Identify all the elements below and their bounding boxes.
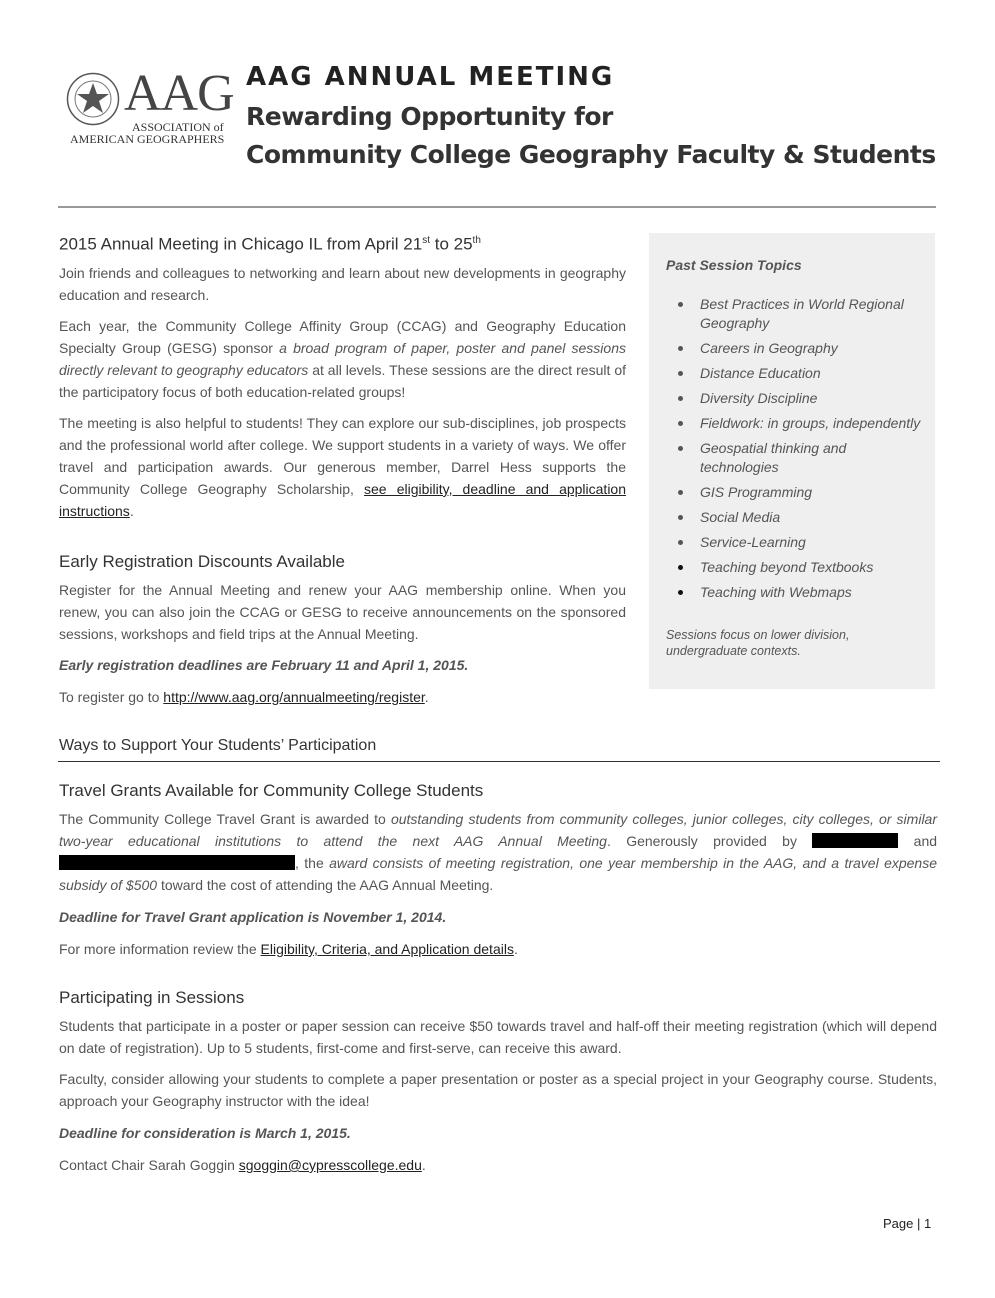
scholarship-link[interactable]: see eligibility, deadline and application instructions xyxy=(59,480,627,519)
bullet-icon xyxy=(678,396,683,401)
participation-paragraph: Students that participate in a poster or paper session can receive $50 towards travel and half-off their meeting registration (which will depend on date of registration). Up to 5 students, first-come and first-serve, can receive this award. xyxy=(59,1018,937,1056)
contact-line: Contact Chair Sarah Goggin sgoggin@cypresscollege.edu. xyxy=(59,1157,426,1173)
registration-deadline: Early registration deadlines are February 11 and April 1, 2015. xyxy=(59,657,469,673)
page-title: AAG ANNUAL MEETING xyxy=(246,62,615,92)
participating-section xyxy=(59,987,937,1176)
logo-association-line: ASSOCIATION of xyxy=(132,120,224,134)
sponsor-paragraph: Each year, the Community College Affinity Group (CCAG) and Geography Education Specialty Group (GESG) sponsor a broad program of paper, poster and panel sessions directly relevant to geography educators at all levels. These sessions are the direct result of the participatory focus of both education-related groups! xyxy=(59,317,626,400)
bullet-icon xyxy=(678,446,683,451)
redacted-name xyxy=(812,833,898,848)
topic-list xyxy=(666,295,926,608)
register-link[interactable]: http://www.aag.org/annualmeeting/register xyxy=(163,689,425,705)
subtitle-line-2: Community College Geography Faculty & Students xyxy=(246,140,936,169)
bullet-icon xyxy=(678,565,683,570)
contact-email-link[interactable]: sgoggin@cypresscollege.edu xyxy=(238,1157,422,1173)
participating-heading: Participating in Sessions xyxy=(59,988,245,1007)
page-subtitle xyxy=(246,98,936,174)
list-item: Social Media xyxy=(666,508,926,527)
bullet-icon xyxy=(678,421,683,426)
list-item: Best Practices in World Regional Geography xyxy=(666,295,926,333)
travel-grant-paragraph: The Community College Travel Grant is awarded to outstanding students from community colleges, junior colleges, city colleges, or similar two-year educational institutions to attend the next AAG Annual Meeting. Generously provided by and , the award consists of meeting registration, one year membership in the AAG, and a travel expense subsidy of $500 toward the cost of attending the AAG Annual Meeting. xyxy=(59,811,938,893)
bullet-icon xyxy=(678,371,683,376)
subtitle-line-1: Rewarding Opportunity for xyxy=(246,102,613,131)
support-divider xyxy=(58,761,940,762)
logo-wordmark: AAG xyxy=(124,65,234,122)
annual-meeting-heading: 2015 Annual Meeting in Chicago IL from April 21st to 25th xyxy=(59,234,481,254)
sidebar-note: Sessions focus on lower division, undergraduate contexts. xyxy=(666,628,850,658)
bullet-icon xyxy=(678,515,683,520)
intro-paragraph: Join friends and colleagues to networking and learn about new developments in geography education and research. xyxy=(59,264,626,303)
early-registration-section xyxy=(59,551,626,708)
faculty-paragraph: Faculty, consider allowing your students to complete a paper presentation or poster as a special project in your Geography course. Students, approach your Geography instructor with the idea! xyxy=(59,1071,937,1109)
list-item: Diversity Discipline xyxy=(666,389,926,408)
annual-meeting-section xyxy=(59,230,626,522)
travel-grant-section xyxy=(59,780,937,960)
past-session-topics-panel xyxy=(649,233,935,689)
consideration-deadline: Deadline for consideration is March 1, 2015. xyxy=(59,1125,351,1141)
bullet-icon xyxy=(678,540,683,545)
application-details-link[interactable]: Eligibility, Criteria, and Application details xyxy=(260,941,514,957)
bullet-icon xyxy=(678,490,683,495)
travel-grant-deadline: Deadline for Travel Grant application is November 1, 2014. xyxy=(59,909,447,925)
list-item: Distance Education xyxy=(666,364,926,383)
aag-logo xyxy=(66,65,236,150)
bullet-icon xyxy=(678,346,683,351)
list-item: Geospatial thinking and technologies xyxy=(666,439,926,477)
bullet-icon xyxy=(678,302,683,307)
early-registration-heading: Early Registration Discounts Available xyxy=(59,552,345,571)
list-item: Teaching beyond Textbooks xyxy=(666,558,926,577)
travel-grant-info: For more information review the Eligibility, Criteria, and Application details. xyxy=(59,941,518,957)
logo-geographers-line: AMERICAN GEOGRAPHERS xyxy=(70,132,225,146)
support-heading: Ways to Support Your Students’ Participation xyxy=(59,737,377,754)
list-item: GIS Programming xyxy=(666,483,926,502)
aag-seal-icon xyxy=(66,72,120,126)
list-item: Teaching with Webmaps xyxy=(666,583,926,602)
register-line: To register go to http://www.aag.org/annualmeeting/register. xyxy=(59,689,429,705)
travel-grant-heading: Travel Grants Available for Community College Students xyxy=(59,781,484,800)
redacted-name xyxy=(59,855,295,870)
sidebar-title: Past Session Topics xyxy=(666,257,802,273)
page-number: Page | 1 xyxy=(883,1216,932,1231)
bullet-icon xyxy=(678,590,683,595)
list-item: Service-Learning xyxy=(666,533,926,552)
list-item: Careers in Geography xyxy=(666,339,926,358)
header-divider xyxy=(58,206,936,208)
list-item: Fieldwork: in groups, independently xyxy=(666,414,926,433)
registration-paragraph: Register for the Annual Meeting and renew your AAG membership online. When you renew, you can also join the CCAG or GESG to receive announcements on the sponsored sessions, workshops and field trips at the Annual Meeting. xyxy=(59,582,626,642)
students-paragraph: The meeting is also helpful to students! They can explore our sub-disciplines, job prospects and the professional world after college. We support students in a variety of ways. We offer travel and participation awards. Our generous member, Darrel Hess supports the Community College Geography Scholarship, see eligibility, deadline and application instructions. xyxy=(59,414,627,519)
